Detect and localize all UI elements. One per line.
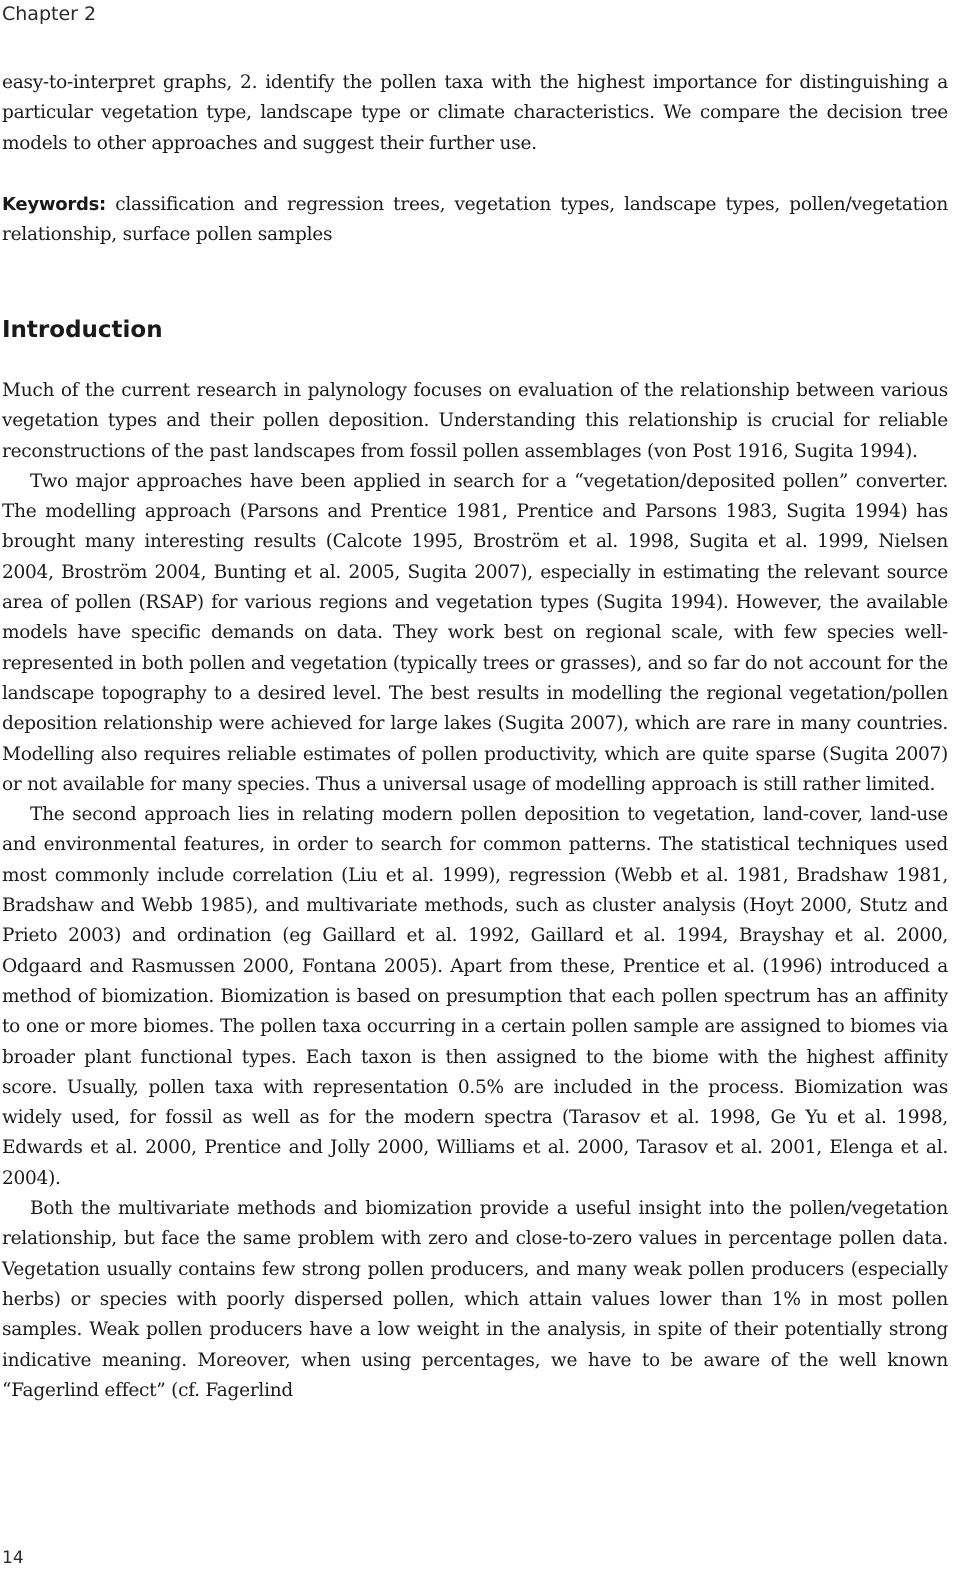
keywords-label: Keywords: xyxy=(2,194,106,215)
running-header-chapter: Chapter 2 xyxy=(2,3,97,25)
page-number: 14 xyxy=(2,1548,24,1568)
keywords-text: classification and regression trees, vegetation types, landscape types, pollen/vegetation relationship, surface pollen samples xyxy=(2,194,948,246)
intro-paragraph-1: Much of the current research in palynology focuses on evaluation of the relationship between various vegetation types and their pollen deposition. Understanding this relationship is crucial for reliable reconstructions of the past landscapes from fossil pollen assemblages (von Post 1916, Sugita 1994). xyxy=(2,380,948,462)
keywords-paragraph xyxy=(2,190,948,251)
abstract-continuation xyxy=(2,68,948,159)
intro-paragraph-3: The second approach lies in relating modern pollen deposition to vegetation, land-cover, land-use and environmental features, in order to search for common patterns. The statistical techniques used most commonly include correlation (Liu et al. 1999), regression (Webb et al. 1981, Bradshaw 1981, Bradshaw and Webb 1985), and multivariate methods, such as cluster analysis (Hoyt 2000, Stutz and Prieto 2003) and ordination (eg Gaillard et al. 1992, Gaillard et al. 1994, Brayshay et al. 2000, Odgaard and Rasmussen 2000, Fontana 2005). Apart from these, Prentice et al. (1996) introduced a method of biomization. Biomization is based on presumption that each pollen spectrum has an affinity to one or more biomes. The pollen taxa occurring in a certain pollen sample are assigned to biomes via broader plant functional types. Each taxon is then assigned to the biome with the highest affinity score. Usually, pollen taxa with representation 0.5% are included in the process. Biomization was widely used, for fossil as well as for the modern spectra (Tarasov et al. 1998, Ge Yu et al. 1998, Edwards et al. 2000, Prentice and Jolly 2000, Williams et al. 2000, Tarasov et al. 2001, Elenga et al. 2004). xyxy=(2,804,948,1189)
section-heading-introduction: Introduction xyxy=(2,317,163,343)
introduction-body xyxy=(2,376,948,1406)
abstract-paragraph: easy-to-interpret graphs, 2. identify the pollen taxa with the highest importance for distinguishing a particular vegetation type, landscape type or climate characteristics. We compare the decision tree models to other approaches and suggest their further use. xyxy=(2,72,948,154)
keywords-block xyxy=(2,190,948,251)
intro-paragraph-4: Both the multivariate methods and biomization provide a useful insight into the pollen/vegetation relationship, but face the same problem with zero and close-to-zero values in percentage pollen data. Vegetation usually contains few strong pollen producers, and many weak pollen producers (especially herbs) or species with poorly dispersed pollen, which attain values lower than 1% in most pollen samples. Weak pollen producers have a low weight in the analysis, in spite of their potentially strong indicative meaning. Moreover, when using percentages, we have to be aware of the well known “Fagerlind effect” (cf. Fagerlind xyxy=(2,1198,948,1401)
intro-paragraph-2: Two major approaches have been applied in search for a “vegetation/deposited pollen” converter. The modelling approach (Parsons and Prentice 1981, Prentice and Parsons 1983, Sugita 1994) has brought many interesting results (Calcote 1995, Broström et al. 1998, Sugita et al. 1999, Nielsen 2004, Broström 2004, Bunting et al. 2005, Sugita 2007), especially in estimating the relevant source area of pollen (RSAP) for various regions and vegetation types (Sugita 1994). However, the available models have specific demands on data. They work best on regional scale, with few species well-represented in both pollen and vegetation (typically trees or grasses), and so far do not account for the landscape topography to a desired level. The best results in modelling the regional vegetation/pollen deposition relationship were achieved for large lakes (Sugita 2007), which are rare in many countries. Modelling also requires reliable estimates of pollen productivity, which are quite sparse (Sugita 2007) or not available for many species. Thus a universal usage of modelling approach is still rather limited. xyxy=(2,470,948,795)
